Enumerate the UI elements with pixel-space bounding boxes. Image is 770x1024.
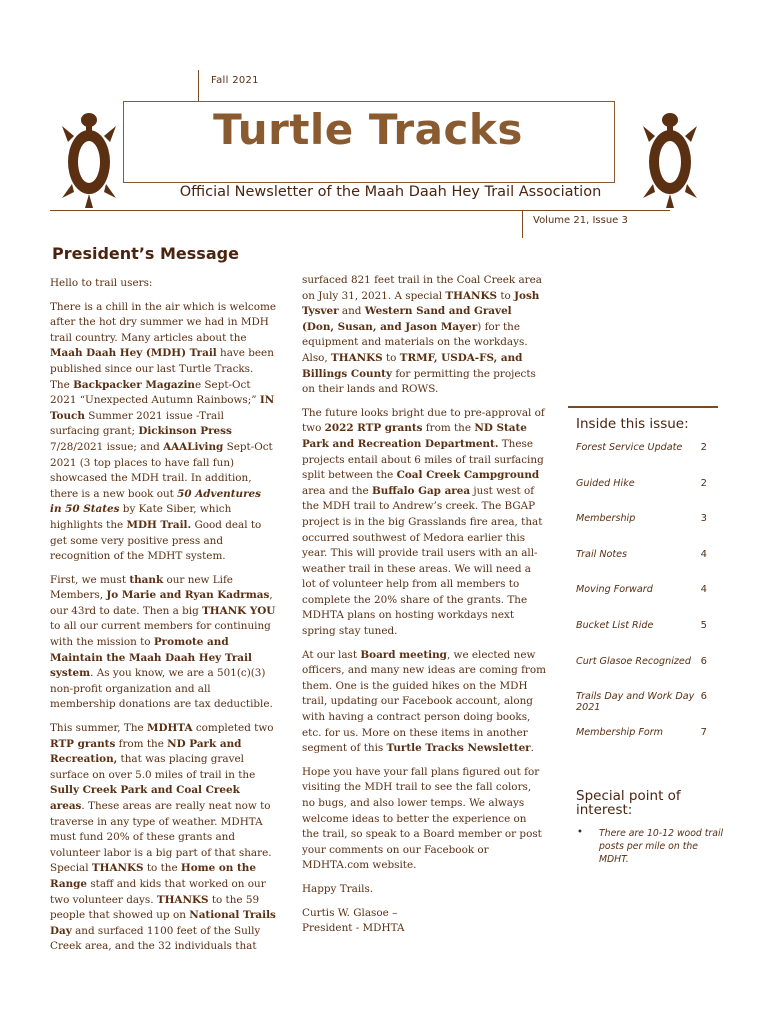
toc-item[interactable] [568,513,718,549]
toc-list [568,442,718,762]
toc-label: Trails Day and Work Day 2021 [576,691,695,714]
toc-page-number: 3 [700,513,707,525]
article-column-1 [50,276,276,963]
toc-label: Membership [576,513,636,525]
newsletter-title: Turtle Tracks [213,105,523,154]
volume-issue: Volume 21, Issue 3 [533,215,628,226]
toc-page-number: 4 [700,584,707,596]
paragraph: Hope you have your fall plans figured out for visiting the MDH trail to see the fall colors, no bugs, and also lower temps. We always welcome ideas to better the experience on the trail, so speak to a Board member or post your comments on our Facebook or MDHTA.com website. [302,765,542,872]
turtle-logo-left [58,112,120,210]
article-column-2 [302,273,546,937]
toc-item[interactable] [568,549,718,585]
toc-item[interactable] [568,442,718,478]
section-title: President’s Message [52,244,239,263]
toc-page-number: 4 [700,548,707,560]
toc-page-number: 6 [700,691,707,703]
toc-page-number: 7 [700,726,707,738]
toc-item[interactable] [568,478,718,514]
header-rule-left [198,70,199,103]
signature [302,906,546,937]
toc-item[interactable] [568,691,718,727]
toc-page-number: 2 [700,477,707,489]
toc-label: Moving Forward [576,584,653,596]
toc-label: Curt Glasoe Recognized [576,655,691,667]
paragraph: There is a chill in the air which is welcome after the hot dry summer we had in MDH trail country. Many articles about the Maah Daah Hey (MDH) Trail have been published since our last Turtle Tracks. The Backpacker Magazine Sept-Oct 2021 “Unexpected Autumn Rainbows;” IN Touch Summer 2021 issue -Trail surfacing grant; Dickinson Press 7/28/2021 issue; and AAALiving Sept-Oct 2021 (3 top places to have fall fun) showcased the MDH trail. In addition, there is a new book out 50 Adventures in 50 States by Kate Siber, which highlights the MDH Trail. Good deal to get some very positive press and recognition of the MDHT system. [50,300,276,563]
toc-label: Trail Notes [576,548,628,560]
toc-item[interactable] [568,656,718,692]
toc-item[interactable] [568,584,718,620]
toc-label: Forest Service Update [576,442,683,453]
signature-role: President - MDHTA [302,922,405,935]
signature-name: Curtis W. Glasoe – [302,906,398,919]
toc-label: Bucket List Ride [576,619,654,631]
toc-page-number: 6 [700,655,707,667]
toc-item[interactable] [568,727,718,763]
toc-label: Membership Form [576,726,664,738]
toc-item[interactable] [568,620,718,656]
paragraph: First, we must thank our new Life Members, Jo Marie and Ryan Kadrmas, our 43rd to date. Then a big THANK YOU to all our current members for continuing with the mission to Promote and Maintain the Maah Daah Hey Trail system. As you know, we are a 501(c)(3) non-profit organization and all membership donations are tax deductible. [50,573,276,711]
issue-season: Fall 2021 [211,75,259,86]
header-rule [50,210,670,211]
paragraph: surfaced 821 feet trail in the Coal Creek area on July 31, 2021. A special THANKS to Josh Tysver and Western Sand and Gravel (Don, Susan, and Jason Mayer) for the equipment and materials on the workdays. Also, THANKS to TRMF, USDA-FS, and Billings County for permitting the projects on their lands and ROWS. [302,274,542,396]
paragraph: At our last Board meeting, we elected new officers, and many new ideas are coming from them. One is the guided hikes on the MDH trail, updating our Facebook account, along with having a contract person doing books, etc. for us. More on these items in another segment of this Turtle Tracks Newsletter. [302,648,547,755]
inside-this-issue-box [568,406,718,762]
bullet-icon: • [577,827,583,838]
special-point-text: There are 10-12 wood trail posts per mile on the MDHT. [599,828,724,865]
newsletter-subtitle: Official Newsletter of the Maah Daah Hey Trail Association [179,184,602,200]
toc-page-number: 2 [700,442,707,453]
paragraph: The future looks bright due to pre-approval of two 2022 RTP grants from the ND State Park and Recreation Department. These projects entail about 6 miles of trail surfacing split between the Coal Creek Campground area and the Buffalo Gap area just west of the MDH trail to Andrew’s creek. The BGAP project is in the big Grasslands fire area, that occurred southwest of Medora earlier this year. This will provide trail users with an all-weather trail in these areas. We will need a lot of volunteer help from all members to complete the 20% share of the grants. The MDHTA plans on hosting workdays next spring stay tuned. [302,406,545,638]
toc-page-number: 5 [700,619,707,631]
greeting: Hello to trail users: [50,277,153,289]
closing: Happy Trails. [302,882,374,895]
volume-rule [522,210,523,238]
special-point-title: Special point of interest: [576,788,681,818]
paragraph: This summer, The MDHTA completed two RTP grants from the ND Park and Recreation, that was placing gravel surface on over 5.0 miles of trail in the Sully Creek Park and Coal Creek areas. These areas are really neat now to traverse in any type of weather. MDHTA must fund 20% of these grants and volunteer labor is a big part of that share. Special THANKS to the Home on the Range staff and kids that worked on our two volunteer days. THANKS to the 59 people that showed up on National Trails Day and surfaced 1100 feet of the Sully Creek area, and the 32 individuals that [50,722,276,953]
inside-title: Inside this issue: [576,416,689,432]
toc-label: Guided Hike [576,477,635,489]
